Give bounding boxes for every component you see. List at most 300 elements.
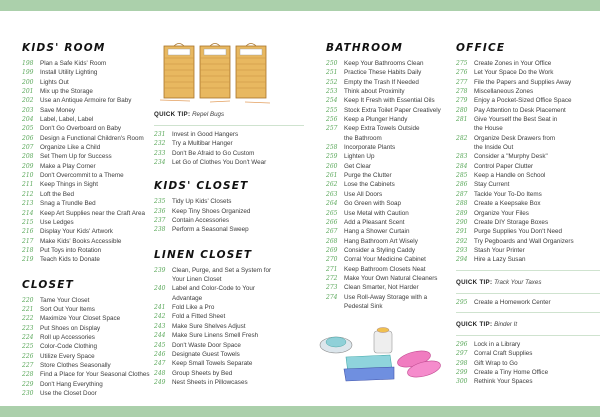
list-item [456,106,600,115]
item-label: Keep It Fresh with Essential Oils [344,97,435,105]
item-label: Rethink Your Spaces [474,378,533,386]
item-number-spacer [154,294,172,303]
office-list-mid [456,298,600,307]
item-label: Don't Overcommit to a Theme [40,172,124,180]
list-item [456,255,600,264]
item-label: Use an Antique Armoire for Baby [40,97,132,105]
item-label: Lighten Up [344,153,375,161]
list-item [456,162,600,171]
list-item-continuation [154,275,304,284]
item-number-spacer [456,143,474,152]
item-number: 294 [456,256,468,264]
list-item [22,59,152,68]
list-item [456,209,600,218]
list-item [154,303,304,312]
list-item [326,274,456,283]
slippers-icon [396,348,442,380]
item-number: 248 [154,369,166,377]
list-item [154,207,304,216]
list-item [326,115,456,124]
item-label: Fold a Fitted Sheet [172,313,226,321]
item-number: 284 [456,162,468,170]
item-label: Tame Your Closet [40,296,90,304]
item-label: Make a Play Corner [40,162,96,170]
item-label-continued: Pedestal Sink [344,302,383,310]
item-number-spacer [456,124,474,133]
list-item [22,152,152,161]
list-item [456,377,600,386]
list-item [326,209,456,218]
item-number: 277 [456,78,468,86]
list-item [154,369,304,378]
list-item-continuation [326,134,456,143]
section-title-office: OFFICE [456,42,506,54]
list-item [22,96,152,105]
cotton-jar-icon [374,328,392,354]
item-number: 289 [456,209,468,217]
item-label: Empty the Trash If Needed [344,78,419,86]
list-item [326,106,456,115]
soap-dish-icon [320,337,352,353]
item-label: Create a Tiny Home Office [474,368,549,376]
item-number: 219 [22,256,34,264]
item-label: Clean, Purge, and Set a System for [172,266,272,274]
section-title-bathroom: BATHROOM [326,42,404,54]
list-item [326,180,456,189]
item-number: 206 [22,134,34,142]
item-label: File the Papers and Supplies Away [474,78,572,86]
list-item [154,139,304,148]
item-label: Color-Code Clothing [40,343,98,351]
item-number: 275 [456,60,468,67]
list-item [456,171,600,180]
item-number: 250 [326,60,338,67]
item-label: Label and Color-Code to Your [172,285,255,293]
item-number: 231 [154,131,166,138]
linen-closet-list [154,266,304,387]
towels-icon [344,355,394,381]
list-item [22,68,152,77]
item-number: 257 [326,125,338,133]
item-label: Display Your Kids' Artwork [40,228,113,236]
item-number: 241 [154,304,166,312]
item-label: Keep Extra Towels Outside [344,125,420,133]
item-label: Fold Like a Pro [172,304,215,312]
item-number: 255 [326,106,338,114]
item-label-continued: the Inside Out [474,144,514,152]
list-item [456,190,600,199]
list-item [456,368,600,377]
item-number: 242 [154,313,166,321]
item-label: Make Kids' Books Accessible [40,237,122,245]
list-item [326,96,456,105]
list-item [326,190,456,199]
quick-tip-repel-bugs [154,107,304,123]
item-number: 208 [22,153,34,161]
list-item [22,296,152,305]
item-label: Lights Out [40,78,69,86]
item-number: 234 [154,159,166,167]
item-label: Give Yourself the Best Seat in [474,116,558,124]
item-number: 229 [22,380,34,388]
item-label: Stay Current [474,181,510,189]
list-item [326,171,456,180]
item-number: 262 [326,181,338,189]
list-item [22,134,152,143]
item-label: Go Green with Soap [344,200,402,208]
item-number: 293 [456,246,468,254]
column-2 [154,107,304,387]
list-item [22,115,152,124]
item-label: Organize Your Files [474,209,529,217]
item-number: 203 [22,106,34,114]
item-label: Group Sheets by Bed [172,369,233,377]
list-item [22,87,152,96]
item-label: Corral Craft Supplies [474,350,533,358]
list-item [456,246,600,255]
bottom-accent-band [0,406,600,417]
column-4 [456,42,600,387]
item-number: 266 [326,218,338,226]
list-item [22,305,152,314]
item-number: 281 [456,116,468,124]
section-title-closet: CLOSET [22,278,75,291]
list-item [326,162,456,171]
item-number: 263 [326,190,338,198]
list-item [456,96,600,105]
item-label: Incorporate Plants [344,144,396,152]
list-item [22,246,152,255]
item-label: Lose the Cabinets [344,181,395,189]
item-label: Pay Attention to Desk Placement [474,106,566,114]
item-label: Create DIY Storage Boxes [474,218,549,226]
item-label: Add a Pleasant Scent [344,218,405,226]
item-number: 261 [326,172,338,180]
item-number: 286 [456,181,468,189]
item-label: Designate Guest Towels [172,350,240,358]
item-number: 259 [326,153,338,161]
item-number: 211 [22,181,34,189]
item-label: Use the Closet Door [40,390,97,397]
list-item [22,352,152,361]
list-item [456,227,600,236]
item-label: Maximize Your Closet Space [40,315,121,323]
list-item [154,331,304,340]
column-3 [326,42,456,311]
item-label: Tidy Up Kids' Closets [172,198,232,206]
item-label: Let Your Space Do the Work [474,69,554,77]
item-number: 207 [22,144,34,152]
item-label: Clean Smarter, Not Harder [344,284,419,292]
quick-tip-text: Repel Bugs [192,111,225,118]
item-number: 200 [22,78,34,86]
item-label: Create a Homework Center [474,298,551,306]
item-label: Try a Multibar Hanger [172,140,233,148]
item-label: Keep Things in Sight [40,181,98,189]
item-label: Put Shoes on Display [40,324,101,332]
item-number: 204 [22,116,34,124]
item-label: Practice These Habits Daily [344,69,422,77]
item-label: Miscellaneous Zones [474,88,534,96]
list-item [22,342,152,351]
list-item [326,227,456,236]
item-number: 299 [456,368,468,376]
item-label: Snag a Trundle Bed [40,200,96,208]
list-item [22,255,152,264]
item-label: Consider a Styling Caddy [344,246,416,254]
list-item [154,197,304,206]
list-item [456,340,600,349]
item-number: 223 [22,324,34,332]
item-label: Don't Waste Door Space [172,341,241,349]
item-number: 295 [456,298,468,306]
item-number: 269 [326,246,338,254]
divider [456,335,600,336]
item-label: Organize Like a Child [40,144,101,152]
divider [456,312,600,313]
item-number: 271 [326,265,338,273]
list-item [154,322,304,331]
item-label: Purge Supplies You Don't Need [474,228,563,236]
item-label: Make Sure Linens Smell Fresh [172,332,259,340]
item-number: 298 [456,359,468,367]
item-label: Utilize Every Space [40,352,95,360]
item-label: Contain Accessories [172,217,230,225]
list-item [154,216,304,225]
item-number: 247 [154,360,166,368]
list-item [456,298,600,307]
item-label: Think about Proximity [344,88,405,96]
list-item [154,378,304,387]
item-number: 224 [22,333,34,341]
closet-list [22,296,152,399]
item-label: Use Roll-Away Storage with a [344,293,428,301]
item-number: 201 [22,88,34,96]
list-item [22,124,152,133]
item-number: 246 [154,350,166,358]
item-label: Hang a Shower Curtain [344,228,410,236]
linen-baskets-illustration [160,38,272,106]
list-item [326,78,456,87]
item-number: 210 [22,172,34,180]
item-number: 264 [326,200,338,208]
item-number: 270 [326,256,338,264]
list-item [154,149,304,158]
list-item [326,87,456,96]
item-label: Keep Tiny Shoes Organized [172,207,251,215]
list-item [22,143,152,152]
list-item [22,237,152,246]
item-number: 278 [456,88,468,96]
item-number: 287 [456,190,468,198]
list-item [326,199,456,208]
item-label: Enjoy a Pocket-Sized Office Space [474,97,572,105]
item-label: Keep Bathroom Closets Neat [344,265,426,273]
item-number: 218 [22,246,34,254]
divider [456,293,600,294]
list-item [456,134,600,143]
item-number: 252 [326,78,338,86]
list-item [326,265,456,274]
quick-tip-text: Binder It [494,320,518,328]
quick-tip-text: Track Your Taxes [494,278,542,286]
list-item [154,130,304,139]
item-label: Don't Be Afraid to Go Custom [172,149,255,157]
item-number: 227 [22,361,34,369]
item-number: 258 [326,144,338,152]
item-label: Get Clear [344,162,371,170]
quick-tip-label: QUICK TIP: [456,278,493,286]
item-label: Lock in a Library [474,340,521,348]
item-label: Invest in Good Hangers [172,131,239,138]
item-label: Control Paper Clutter [474,162,534,170]
basket-icon [160,44,270,104]
list-item [154,284,304,293]
quick-tip-label: QUICK TIP: [154,111,191,118]
item-label: Find a Place for Your Seasonal Clothes [40,371,150,379]
list-item [456,152,600,161]
bathroom-list [326,59,456,311]
item-number: 251 [326,69,338,77]
item-label: Organize Desk Drawers from [474,134,556,142]
item-label: Use All Doors [344,190,383,198]
list-item [22,209,152,218]
item-label: Design a Functional Children's Room [40,134,144,142]
item-label: Plan a Safe Kids' Room [40,60,107,67]
list-item [22,171,152,180]
item-label: Sort Out Your Items [40,305,95,313]
item-label: Roll up Accessories [40,333,95,341]
list-item [22,389,152,398]
item-label: Purge the Clutter [344,172,392,180]
list-item [154,266,304,275]
kids-room-list [22,59,152,265]
list-item [456,349,600,358]
item-label: Corral Your Medicine Cabinet [344,256,426,264]
list-item [22,180,152,189]
list-item [22,162,152,171]
item-number: 279 [456,97,468,105]
list-item [326,246,456,255]
item-number: 268 [326,237,338,245]
item-number: 226 [22,352,34,360]
item-label: Make Your Own Natural Cleaners [344,274,438,282]
bath-items-illustration [318,325,448,383]
item-number: 220 [22,296,34,304]
item-number: 291 [456,228,468,236]
item-label: Teach Kids to Donate [40,256,100,264]
list-item [456,59,600,68]
list-item [22,106,152,115]
item-label: Use Metal with Caution [344,209,409,217]
item-number: 254 [326,97,338,105]
item-label: Use Ledges [40,218,74,226]
list-item [326,68,456,77]
item-number: 205 [22,125,34,133]
item-number: 237 [154,217,166,225]
item-number: 217 [22,237,34,245]
list-item [456,68,600,77]
item-label: Nest Sheets in Pillowcases [172,378,248,386]
item-label-continued: Advantage [172,294,203,302]
item-label: Gift Wrap to Go [474,359,518,367]
list-item [22,361,152,370]
list-item-continuation [326,302,456,311]
list-item [326,255,456,264]
item-number: 253 [326,88,338,96]
item-label: Store Clothes Seasonally [40,361,111,369]
section-title-kids-closet: KIDS' CLOSET [154,180,249,193]
item-label: Hire a Lazy Susan [474,256,526,264]
kids-closet-list [154,197,304,234]
item-number: 236 [154,207,166,215]
item-number: 212 [22,190,34,198]
list-item [22,199,152,208]
list-item [154,359,304,368]
item-label: Let Go of Clothes You Don't Wear [172,159,267,167]
item-number-spacer [326,302,344,311]
item-number: 216 [22,228,34,236]
list-item-continuation [154,294,304,303]
item-number: 282 [456,134,468,142]
list-item [22,380,152,389]
item-number: 274 [326,293,338,301]
quick-tip-label: QUICK TIP: [456,320,493,328]
item-number: 214 [22,209,34,217]
list-item [22,333,152,342]
list-item [326,237,456,246]
item-number: 260 [326,162,338,170]
item-number: 198 [22,60,34,67]
list-item-continuation [456,124,600,133]
item-number: 235 [154,198,166,206]
item-label: Save Money [40,106,76,114]
item-number: 199 [22,69,34,77]
list-item [326,143,456,152]
divider [456,270,600,271]
list-item [22,314,152,323]
item-number: 232 [154,140,166,148]
list-item [456,359,600,368]
office-list-end [456,340,600,387]
list-item [326,152,456,161]
item-label: Put Toys into Rotation [40,246,102,254]
item-number: 296 [456,340,468,348]
section-title-kids-room: KIDS' ROOM [22,42,106,54]
item-number: 276 [456,69,468,77]
item-label: Perform a Seasonal Sweep [172,226,249,234]
item-label: Create a Keepsake Box [474,200,541,208]
item-number: 285 [456,172,468,180]
item-label: Keep a Handle on School [474,172,546,180]
item-number: 213 [22,200,34,208]
item-label: Don't Hang Everything [40,380,103,388]
item-number: 240 [154,285,166,293]
closet-list-continued [154,130,304,167]
item-number-spacer [326,134,344,143]
list-item [456,199,600,208]
list-item-continuation [456,143,600,152]
item-number: 233 [154,149,166,157]
item-label-continued: the House [474,125,503,133]
list-item [22,324,152,333]
list-item [326,283,456,292]
list-item [22,227,152,236]
list-item [154,225,304,234]
item-label-continued: the Bathroom [344,134,382,142]
item-label: Stock Extra Toilet Paper Creatively [344,106,441,114]
item-number: 209 [22,162,34,170]
